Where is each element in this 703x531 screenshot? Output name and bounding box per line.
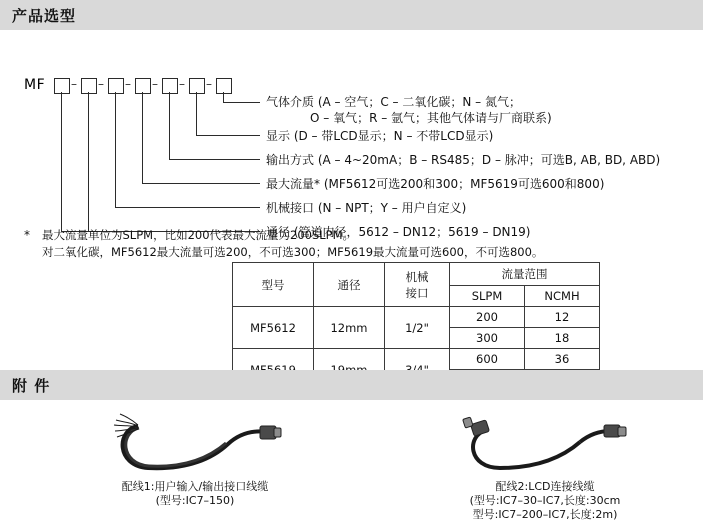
code-dash-2: – — [98, 77, 104, 91]
th-flow-range: 流量范围 — [450, 263, 600, 286]
code-box-gas-last[interactable] — [216, 78, 232, 94]
th-bore: 通径 — [314, 263, 385, 307]
leader-line-gas-horizontal — [223, 102, 260, 103]
cell-slpm-mf5612-1: 200 — [450, 307, 525, 328]
accessory-section-title: 附 件 — [12, 376, 51, 395]
leader-line-maxflow-vertical — [142, 92, 143, 183]
th-ncmh: NCMH — [525, 286, 600, 307]
desc-max-flow: 最大流量* (MF5612可选200和300；MF5619可选600和800) — [266, 177, 605, 191]
cell-bore-mf5612: 12mm — [314, 307, 385, 349]
leader-line-display-horizontal — [196, 135, 260, 136]
desc-output: 输出方式 (A – 4~20mA；B – RS485；D – 脉冲；可选B, AB, BD, ABD) — [266, 153, 661, 167]
desc-mech-conn: 机械接口 (N – NPT；Y – 用户自定义) — [266, 201, 467, 215]
leader-line-mechconn-vertical — [115, 92, 116, 207]
code-dash-5: – — [179, 77, 185, 91]
footnote-line-2: 对二氧化碳，MF5612最大流量可选200，不可选300；MF5619最大流量可选600，不可选800。 — [42, 245, 544, 259]
code-dash-3: – — [125, 77, 131, 91]
cable-connector-icon — [458, 408, 633, 480]
table-row — [233, 349, 600, 370]
cell-conn-mf5612: 1/2" — [385, 307, 450, 349]
th-slpm: SLPM — [450, 286, 525, 307]
accessory-item-cable-1 — [80, 408, 310, 508]
code-box-gas[interactable] — [189, 78, 205, 94]
code-dash-1: – — [71, 77, 77, 91]
accessory-caption-cable-2: 配线2:LCD连接线缆 (型号:IC7–30–IC7,长度:30cm 型号:IC7–200–IC7,长度:2m) — [469, 480, 621, 521]
th-model: 型号 — [233, 263, 314, 307]
leader-line-gas-vertical — [223, 92, 224, 102]
footnote-line-1: 最大流量单位为SLPM，比如200代表最大流量为200SLPM。 — [42, 228, 355, 242]
cell-model-mf5612: MF5612 — [233, 307, 314, 349]
table-header-row — [233, 263, 600, 286]
footnote-marker: * — [24, 228, 30, 242]
cable-bundle-icon — [108, 408, 283, 480]
leader-line-extra-vertical — [61, 92, 62, 231]
code-box-mech-conn[interactable] — [81, 78, 97, 94]
cell-slpm-mf5612-2: 300 — [450, 328, 525, 349]
leader-line-mechconn-horizontal — [115, 207, 260, 208]
th-mech-conn: 机械 接口 — [385, 263, 450, 307]
code-box-output[interactable] — [135, 78, 151, 94]
accessory-item-cable-2 — [430, 408, 660, 522]
model-prefix-label: MF — [24, 77, 46, 93]
leader-line-display-vertical — [196, 92, 197, 135]
desc-display: 显示 (D – 带LCD显示；N – 不带LCD显示) — [266, 129, 494, 143]
desc-gas: 气体介质 (A – 空气；C – 二氧化碳；N – 氮气； O – 氧气；R – 氩气；其他气体请与厂商联系) — [266, 95, 552, 125]
code-dash-6: – — [206, 77, 212, 91]
cell-slpm-mf5619-1: 600 — [450, 349, 525, 370]
leader-line-bore-vertical — [88, 92, 89, 231]
leader-line-output-vertical — [169, 92, 170, 159]
code-box-max-flow[interactable] — [108, 78, 124, 94]
accessory-section-header — [0, 370, 703, 400]
code-dash-4: – — [152, 77, 158, 91]
code-box-bore[interactable] — [54, 78, 70, 94]
accessory-caption-cable-1: 配线1:用户输入/输出接口线缆 (型号:IC7–150) — [121, 480, 269, 507]
cell-ncmh-mf5612-2: 18 — [525, 328, 600, 349]
cell-ncmh-mf5619-1: 36 — [525, 349, 600, 370]
accessory-list — [0, 402, 703, 531]
code-box-display[interactable] — [162, 78, 178, 94]
leader-line-output-horizontal — [169, 159, 260, 160]
cell-ncmh-mf5612-1: 12 — [525, 307, 600, 328]
table-row — [233, 307, 600, 328]
product-section-header — [0, 0, 703, 30]
leader-line-maxflow-horizontal — [142, 183, 260, 184]
product-section-title: 产品选型 — [12, 6, 77, 25]
desc-bore: 通径 (管道内径，5612 – DN12；5619 – DN19) — [266, 225, 531, 239]
